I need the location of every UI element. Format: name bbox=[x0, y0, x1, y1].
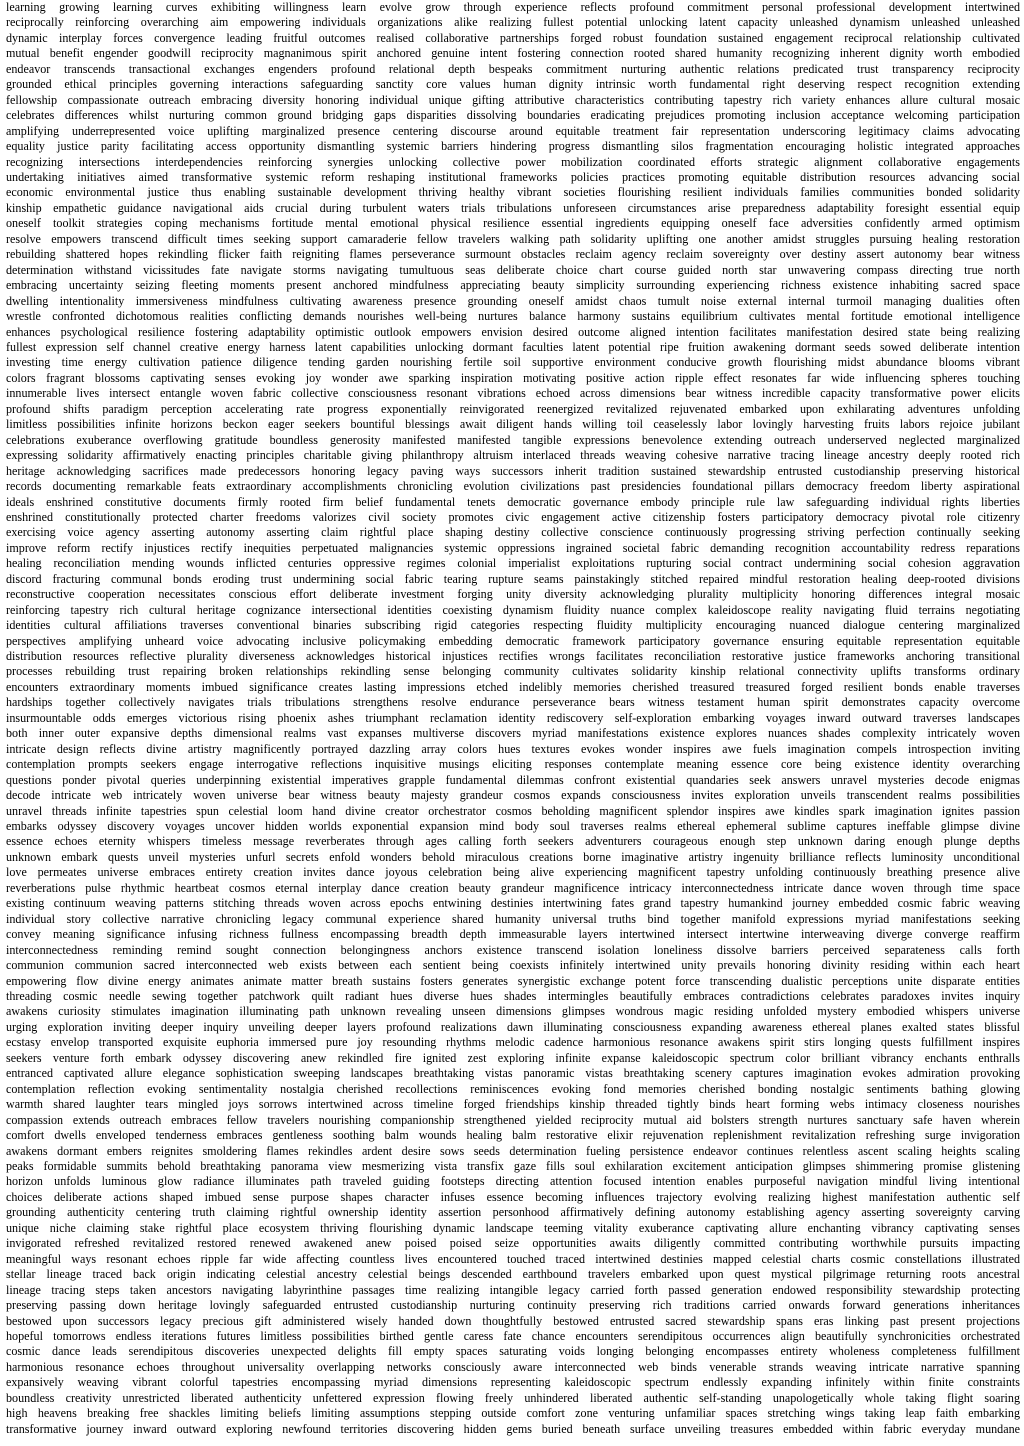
text-line: comfort dwells enveloped tenderness embraces gentleness soothing balm wounds healing balm restorative elixir rejuvenation replenishment revitalization refreshing surge invigoration bbox=[6, 1128, 1020, 1143]
text-line: investing time energy cultivation patience diligence tending garden nourishing fertile soil supportive environment conducive growth flourishing midst abundance blooms vibrant bbox=[6, 355, 1020, 370]
text-line: reciprocally reinforcing overarching aim empowering individuals organizations alike realizing fullest potential unlocking latent capacity unleashed dynamism unleashed unleashed bbox=[6, 15, 1020, 30]
text-line: identities cultural affiliations traverses conventional binaries subscribing rigid categories respecting fluidity multiplicity encouraging nuanced dialogue centering marginalized bbox=[6, 618, 1020, 633]
text-line: reverberations pulse rhythmic heartbeat cosmos eternal interplay dance creation beauty grandeur magnificence intricacy interconnectedness intricate dance woven through time space bbox=[6, 880, 1020, 895]
text-line: colors fragrant blossoms captivating senses evoking joy wonder awe sparking inspiration motivating positive action ripple effect resonates far wide influencing spheres touching bbox=[6, 370, 1020, 385]
text-line: harmonious resonance echoes throughout universality overlapping networks consciously aware interconnected web binds venerable strands weaving intricate narrative spanning bbox=[6, 1359, 1020, 1374]
text-line: perspectives amplifying unheard voice advocating inclusive policymaking embedding democratic framework participatory governance ensuring equitable representation equitable bbox=[6, 633, 1020, 648]
text-line: seekers venture forth embark odyssey discovering anew rekindled fire ignited zest exploring infinite expanse kaleidoscopic spectrum color brilliant vibrancy enchants enthralls bbox=[6, 1050, 1020, 1065]
text-line: essence echoes eternity whispers timeless message reverberates through ages calling forth seekers adventurers courageous enough step unknown daring enough plunge depths bbox=[6, 834, 1020, 849]
text-line: amplifying underrepresented voice uplifting marginalized presence centering discourse around equitable treatment fair representation underscoring legitimacy claims advocating bbox=[6, 123, 1020, 138]
text-line: expressing solidarity affirmatively enacting principles charitable giving philanthropy altruism interlaced threads weaving cohesive narrative tracing lineage ancestry deeply rooted rich bbox=[6, 448, 1020, 463]
text-line: embarks odyssey discovery voyages uncover hidden worlds exponential expansion mind body soul traverses realms ethereal ephemeral sublime captures ineffable glimpse divine bbox=[6, 819, 1020, 834]
text-line: enshrined constitutionally protected charter freedoms valorizes civil society promotes civic engagement active citizenship fosters participatory democracy pivotal role citizenry bbox=[6, 509, 1020, 524]
text-line: celebrates differences whilst nurturing common ground bridging gaps disparities dissolving boundaries eradicating prejudices promoting inclusion acceptance welcoming participation bbox=[6, 108, 1020, 123]
text-line: bestowed upon successors legacy precious gift administered wisely handed down thoughtfully bestowed entrusted sacred stewardship spans eras linking past present projections bbox=[6, 1313, 1020, 1328]
text-line: celebrations exuberance overflowing gratitude boundless generosity manifested manifested tangible expressions benevolence extending outreach underserved neglected marginalized bbox=[6, 432, 1020, 447]
text-line: decode intricate web intricately woven universe bear witness beauty majesty grandeur cosmos expands consciousness invites exploration unveils transcendent realms possibilities bbox=[6, 788, 1020, 803]
text-line: compassion extends outreach embraces fellow travelers nourishing companionship strengthened yielded reciprocity mutual aid bolsters strength nurtures sanctuary safe haven wherein bbox=[6, 1112, 1020, 1127]
text-line: transformative journey inward outward exploring newfound territories discovering hidden gems buried beneath surface unveiling treasures embedded within fabric everyday mundane bbox=[6, 1421, 1020, 1436]
text-line: love permeates universe embraces entirety creation invites dance joyous celebration being alive experiencing magnificent tapestry unfolding continuously breathing presence alive bbox=[6, 865, 1020, 880]
text-line: warmth shared laughter tears mingled joys sorrows intertwined across timeline forged friendships kinship threaded tightly binds heart forming webs intimacy closeness nourishes bbox=[6, 1097, 1020, 1112]
text-line: both inner outer expansive depths dimensional realms vast expanses multiverse discovers myriad manifestations existence explores nuances shades complexity intricately woven bbox=[6, 726, 1020, 741]
text-line: wrestle confronted dichotomous realities conflicting demands nourishes well-being nurtures balance harmony sustains equilibrium cultivates mental fortitude emotional intelligence bbox=[6, 309, 1020, 324]
text-line: economic environmental justice thus enabling sustainable development thriving healthy vibrant societies flourishing resilient individuals families communities bonded solidarity bbox=[6, 185, 1020, 200]
text-line: insurmountable odds emerges victorious rising phoenix ashes triumphant reclamation identity rediscovery self-exploration embarking voyages inward outward traverses landscapes bbox=[6, 710, 1020, 725]
text-line: reinforcing tapestry rich cultural heritage cognizance intersectional identities coexisting dynamism fluidity nuance complex kaleidoscope reality navigating fluid terrains negotiating bbox=[6, 602, 1020, 617]
text-line: records documenting remarkable feats extraordinary accomplishments chronicling evolution civilizations past presidencies foundational pillars democracy freedom liberty aspirational bbox=[6, 479, 1020, 494]
text-line: unravel threads infinite tapestries spun celestial loom hand divine creator orchestrator cosmos beholding magnificent splendor inspires awe kindles spark imagination ignites passion bbox=[6, 803, 1020, 818]
text-line: discord fracturing communal bonds eroding trust undermining social fabric tearing rupture seams painstakingly stitched repaired mindful restoration healing deep-rooted divisions bbox=[6, 571, 1020, 586]
text-line: heritage acknowledging sacrifices made predecessors honoring legacy paving ways successors inherit tradition sustained stewardship entrusted custodianship preserving historical bbox=[6, 463, 1020, 478]
text-line: threading cosmic needle sewing together patchwork quilt radiant hues diverse hues shades intermingles beautifully embraces contradictions celebrates paradoxes invites inquiry bbox=[6, 989, 1020, 1003]
text-line: reconstructive cooperation necessitates conscious effort deliberate investment forging unity diversity acknowledging plurality multiplicity honoring differences integral mosaic bbox=[6, 587, 1020, 602]
text-line: awakens dormant embers reignites smoldering flames rekindles ardent desire sows seeds determination fueling persistence endeavor continues relentless ascent scaling heights scaling bbox=[6, 1143, 1020, 1158]
text-line: resolve empowers transcend difficult times seeking support camaraderie fellow travelers walking path solidarity uplifting one another amidst struggles pursuing healing restoration bbox=[6, 231, 1020, 246]
text-line: contemplation reflection evoking sentimentality nostalgia cherished recollections reminiscences evoking fond memories cherished bonding nostalgic sentiments bathing glowing bbox=[6, 1081, 1020, 1096]
text-line: equality justice parity facilitating access opportunity dismantling systemic barriers hindering progress dismantling silos fragmentation encouraging holistic integrated approaches bbox=[6, 139, 1020, 154]
text-line: encounters extraordinary moments imbued significance creates lasting impressions etched indelibly memories cherished treasured treasured forged resilient bonds enable traverses bbox=[6, 679, 1020, 694]
text-line: expansively weaving vibrant colorful tapestries encompassing myriad dimensions representing kaleidoscopic spectrum endlessly expanding infinitely within finite constraints bbox=[6, 1375, 1020, 1390]
text-line: profound shifts paradigm perception accelerating rate progress exponentially reinvigorated reenergized revitalized rejuvenated embarked upon exhilarating adventures unfolding bbox=[6, 401, 1020, 416]
text-line: hopeful tomorrows endless iterations futures limitless possibilities birthed gentle caress fate chance encounters serendipitous occurrences align beautifully synchronicities orchestrated bbox=[6, 1328, 1020, 1343]
text-line: meaningful ways resonant echoes ripple far wide affecting countless lives encountered touched traced intertwined destinies mapped celestial charts cosmic constellations illustrated bbox=[6, 1251, 1020, 1266]
text-line: learning growing learning curves exhibiting willingness learn evolve grow through experience reflects profound commitment personal professional development intertwined bbox=[6, 0, 1020, 14]
text-line: high heavens breaking free shackles limiting beliefs limiting assumptions stepping outside comfort zone venturing unfamiliar spaces stretching wings taking leap faith embarking bbox=[6, 1406, 1020, 1421]
text-line: unknown embark quests unveil mysteries unfurl secrets enfold wonders behold miraculous creations borne imaginative artistry ingenuity brilliance reflects luminosity unconditional bbox=[6, 849, 1020, 864]
text-line: communion communion sacred interconnected web exists between each sentient being coexists infinitely intertwined unity prevails honoring divinity residing within each heart bbox=[6, 958, 1020, 973]
text-line: improve reform rectify injustices rectify inequities perpetuated malignancies systemic oppressions ingrained societal fabric demanding recognition accountability redress reparations bbox=[6, 540, 1020, 555]
text-line: urging exploration inviting deeper inquiry unveiling deeper layers profound realizations dawn illuminating consciousness expanding awareness ethereal planes exalted states blissful bbox=[6, 1019, 1020, 1034]
text-line: recognizing intersections interdependencies reinforcing synergies unlocking collective power mobilization coordinated efforts strategic alignment collaborative engagements bbox=[6, 154, 1020, 169]
text-line: innumerable lives intersect entangle woven fabric collective consciousness resonant vibrations echoed across dimensions bear witness incredible capacity transformative power elicits bbox=[6, 386, 1020, 401]
text-line: undertaking initiatives aimed transformative systemic reform reshaping institutional frameworks policies practices promoting equitable distribution resources advancing social bbox=[6, 169, 1020, 184]
text-line: fellowship compassionate outreach embracing diversity honoring individual unique gifting attributive characteristics contributing tapestry rich variety enhances allure cultural mosaic bbox=[6, 92, 1020, 107]
text-line: oneself toolkit strategies coping mechanisms fortitude mental emotional physical resilience essential ingredients equipping oneself face adversities confidently armed optimism bbox=[6, 216, 1020, 231]
text-line: cosmic dance leads serendipitous discoveries unexpected delights fill empty spaces saturating voids longing belonging encompasses entirety wholeness completeness fulfillment bbox=[6, 1344, 1020, 1359]
text-line: peaks formidable summits behold breathtaking panorama view mesmerizing vista transfix gaze fills soul exhilaration excitement anticipation glimpses shimmering promise glistening bbox=[6, 1158, 1020, 1173]
text-line: hardships together collectively navigates trials tribulations strengthens resolve endurance perseverance bears witness testament human spirit demonstrates capacity overcome bbox=[6, 695, 1020, 710]
text-line: awakens curiosity stimulates imagination illuminating path unknown revealing unseen dimensions glimpses wondrous magic residing unfolded mystery embodied whispers universe bbox=[6, 1004, 1020, 1019]
text-line: existing continuum weaving patterns stitching threads woven across epochs entwining destinies intertwining fates grand tapestry humankind journey embedded cosmic fabric weaving bbox=[6, 896, 1020, 911]
text-line: individual story collective narrative chronicling legacy communal experience shared humanity universal truths bind together manifold expressions myriad manifestations seeking bbox=[6, 911, 1020, 926]
text-line: stellar lineage traced back origin indicating celestial ancestry celestial beings descended earthbound travelers embarked upon quest mystical pilgrimage returning roots ancestral bbox=[6, 1267, 1020, 1282]
text-line: embracing uncertainty seizing fleeting moments present anchored mindfulness appreciating beauty simplicity surrounding experiencing richness existence inhabiting sacred space bbox=[6, 278, 1020, 293]
text-line: mutual benefit engender goodwill reciprocity magnanimous spirit anchored genuine intent fostering connection rooted shared humanity recognizing inherent dignity worth embodied bbox=[6, 46, 1020, 61]
text-line: distribution resources reflective plurality diverseness acknowledges historical injustices rectifies wrongs facilitates reconciliation restorative justice frameworks anchoring transitional bbox=[6, 649, 1020, 664]
text-line: endeavor transcends transactional exchanges engenders profound relational depth bespeaks commitment nurturing authentic relations predicated trust transparency reciprocity bbox=[6, 61, 1020, 76]
text-line: invigorated refreshed revitalized restored renewed awakened anew poised poised seize opportunities awaits diligently committed contributing worthwhile pursuits impacting bbox=[6, 1236, 1020, 1251]
text-line: ideals enshrined constitutive documents firmly rooted firm belief fundamental tenets democratic governance embody principle rule law safeguarding individual rights liberties bbox=[6, 494, 1020, 509]
text-line: limitless possibilities infinite horizons beckon eager seekers bountiful blessings await diligent hands willing toil ceaselessly labor lovingly harvesting fruits labors rejoice jubilant bbox=[6, 417, 1020, 432]
text-line: interconnectedness reminding remind sought connection belongingness anchors existence transcend isolation loneliness dissolve barriers perceived separateness calls forth bbox=[6, 942, 1020, 957]
text-line: preserving passing down heritage lovingly safeguarded entrusted custodianship nurturing continuity preserving rich traditions carried onwards forward generations inheritances bbox=[6, 1298, 1020, 1313]
text-line: grounded ethical principles governing interactions safeguarding sanctity core values human dignity intrinsic worth fundamental right deserving respect recognition extending bbox=[6, 77, 1020, 92]
text-line: ecstasy envelop transported exquisite euphoria immersed pure joy resounding rhythms melodic cadence harmonious resonance awakens spirit stirs longing quests fulfillment inspires bbox=[6, 1035, 1020, 1050]
text-line: convey meaning significance infusing richness fullness encompassing breadth depth immeasurable layers intertwined intersect intertwine interweaving diverge converge reaffirm bbox=[6, 927, 1020, 942]
text-line: contemplation prompts seekers engage interrogative reflections inquisitive musings eliciting responses contemplate meaning essence core being existence identity overarching bbox=[6, 757, 1020, 772]
text-line: rebuilding shattered hopes rekindling flicker faith reigniting flames perseverance surmount obstacles reclaim agency reclaim sovereignty over destiny assert autonomy bear witness bbox=[6, 247, 1020, 262]
text-line: choices deliberate actions shaped imbued sense purpose shapes character infuses essence becoming influences trajectory evolving realizing highest manifestation authentic self bbox=[6, 1189, 1020, 1204]
text-line: horizon unfolds luminous glow radiance illuminates path traveled guiding footsteps directing attention focused intention enables purposeful navigation mindful living intentional bbox=[6, 1174, 1020, 1189]
text-line: enhances psychological resilience fostering adaptability optimistic outlook empowers envision desired outcome aligned intention facilitates manifestation desired state being realizing bbox=[6, 324, 1020, 339]
text-line: dynamic interplay forces convergence leading fruitful outcomes realised collaborative partnerships forged robust foundation sustained engagement reciprocal relationship cultivated bbox=[6, 30, 1020, 45]
text-line: entranced captivated allure elegance sophistication sweeping landscapes breathtaking vistas panoramic vistas breathtaking scenery captures imagination evokes admiration provoking bbox=[6, 1066, 1020, 1081]
text-line: grounding authenticity centering truth claiming rightful ownership identity assertion personhood affirmatively defining autonomy establishing agency asserting sovereignty carving bbox=[6, 1205, 1020, 1220]
text-line: kinship empathetic guidance navigational aids crucial during turbulent waters trials tribulations unforeseen circumstances arise preparedness adaptability foresight essential equip bbox=[6, 200, 1020, 215]
text-line: dwelling intentionality immersiveness mindfulness cultivating awareness presence grounding oneself amidst chaos tumult noise external internal turmoil managing dualities often bbox=[6, 293, 1020, 308]
text-line: intricate design reflects divine artistry magnificently portrayed dazzling array colors hues textures evokes wonder inspires awe fuels imagination compels introspection inviting bbox=[6, 741, 1020, 756]
text-line: unique niche claiming stake rightful place ecosystem thriving flourishing dynamic landscape teeming vitality exuberance captivating allure enchanting vibrancy captivating senses bbox=[6, 1220, 1020, 1235]
text-line: questions ponder pivotal queries underpinning existential imperatives grapple fundamental dilemmas confront existential quandaries seek answers unravel mysteries decode enigmas bbox=[6, 772, 1020, 787]
text-line: processes rebuilding trust repairing broken relationships rekindling sense belonging community cultivates solidarity kinship relational connectivity uplifts transforms ordinary bbox=[6, 664, 1020, 679]
text-line: determination withstand vicissitudes fate navigate storms navigating tumultuous seas deliberate choice chart course guided north star unwavering compass directing true north bbox=[6, 262, 1020, 277]
text-line: fullest expression self channel creative energy harness latent capabilities unlocking dormant faculties latent potential ripe fruition awakening dormant seeds sowed deliberate intention bbox=[6, 339, 1020, 354]
text-line: boundless creativity unrestricted liberated authenticity unfettered expression flowing freely unhindered liberated authentic self-standing unapologetically whole taking flight soaring bbox=[6, 1390, 1020, 1405]
text-line: healing reconciliation mending wounds inflicted centuries oppressive regimes colonial imperialist exploitations rupturing social contract undermining social cohesion aggravation bbox=[6, 556, 1020, 571]
text-line: empowering flow divine energy animates animate matter breath sustains fosters generates synergistic exchange potent force transcending dualistic perceptions unite disparate entities bbox=[6, 973, 1020, 988]
text-line: lineage tracing steps taken ancestors navigating labyrinthine passages time realizing intangible legacy carried forth passed generation endowed responsibility stewardship protecting bbox=[6, 1282, 1020, 1297]
text-line: exercising voice agency asserting autonomy asserting claim rightful place shaping destiny collective conscience continuously progressing striving perfection continually seeking bbox=[6, 525, 1020, 540]
